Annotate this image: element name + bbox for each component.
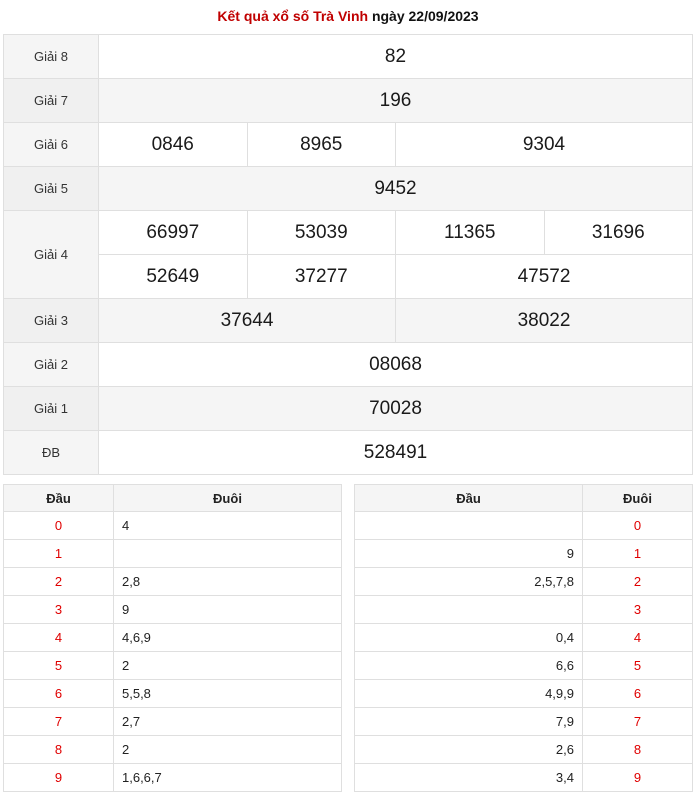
dau-value: 6 [4,680,114,708]
table-row [4,485,342,512]
page-title: Kết quả xổ số Trà Vinh [217,8,369,24]
prize-label-g3: Giải 3 [4,299,99,343]
table-row [4,736,342,764]
result-date: ngày 22/09/2023 [371,8,479,24]
duoi-value: 2 [583,568,693,596]
prize-value-g4-2: 53039 [247,211,396,255]
dau-value: 3 [4,596,114,624]
prize-value-g6-2: 8965 [247,123,396,167]
table-row [355,568,693,596]
dau-list-value: 4,9,9 [355,680,583,708]
table-row [355,708,693,736]
table-row [4,512,342,540]
duoi-value: 4 [114,512,342,540]
dau-list-value: 6,6 [355,652,583,680]
dau-list-value: 9 [355,540,583,568]
table-row [355,540,693,568]
prize-value-g6-1: 0846 [99,123,248,167]
table-row [4,568,342,596]
prize-value-g1-1: 70028 [99,387,693,431]
table-row [4,708,342,736]
dau-value: 8 [4,736,114,764]
prize-value-g7-1: 196 [99,79,693,123]
column-header-duoi-left: Đuôi [114,485,342,512]
table-row [4,299,693,343]
prize-value-g8-1: 82 [99,35,693,79]
table-row [355,764,693,792]
duoi-value: 1 [583,540,693,568]
dau-value: 0 [4,512,114,540]
table-row [4,79,693,123]
table-row [4,343,693,387]
duoi-value: 2,8 [114,568,342,596]
duoi-value: 6 [583,680,693,708]
prize-value-g3-1: 37644 [99,299,396,343]
table-row [355,624,693,652]
head-tail-table-left [3,484,342,792]
prize-label-g4: Giải 4 [4,211,99,299]
dau-list-value: 7,9 [355,708,583,736]
page-header [0,0,696,34]
duoi-value: 5,5,8 [114,680,342,708]
table-row [355,485,693,512]
table-row [4,167,693,211]
prize-value-g4-7: 47572 [396,255,693,299]
column-header-duoi-right: Đuôi [583,485,693,512]
table-row [4,35,693,79]
prize-label-g7: Giải 7 [4,79,99,123]
duoi-value: 4,6,9 [114,624,342,652]
dau-value: 4 [4,624,114,652]
head-tail-left-header [4,485,342,512]
table-row [4,596,342,624]
duoi-value: 1,6,6,7 [114,764,342,792]
duoi-value: 2 [114,652,342,680]
prize-value-g6-3: 9304 [396,123,693,167]
table-row [4,255,693,299]
head-tail-right-header [355,485,693,512]
duoi-value: 4 [583,624,693,652]
dau-list-value: 2,6 [355,736,583,764]
prize-label-g1: Giải 1 [4,387,99,431]
prize-results-body [4,35,693,475]
duoi-value: 8 [583,736,693,764]
duoi-value: 9 [114,596,342,624]
prize-value-g4-1: 66997 [99,211,248,255]
head-tail-table-right [354,484,693,792]
column-header-dau-right: Đầu [355,485,583,512]
prize-value-g4-4: 31696 [544,211,693,255]
table-row [4,431,693,475]
table-row [4,387,693,431]
prize-value-g5-1: 9452 [99,167,693,211]
table-row [4,123,693,167]
prize-label-g5: Giải 5 [4,167,99,211]
head-tail-left-body [4,512,342,792]
column-header-dau-left: Đầu [4,485,114,512]
prize-value-g3-2: 38022 [396,299,693,343]
head-tail-section [3,484,693,792]
table-row [4,211,693,255]
dau-list-value: 0,4 [355,624,583,652]
table-row [355,736,693,764]
dau-value: 5 [4,652,114,680]
dau-value: 7 [4,708,114,736]
duoi-value: 9 [583,764,693,792]
dau-value: 1 [4,540,114,568]
dau-list-value [355,596,583,624]
prize-label-db: ĐB [4,431,99,475]
table-row [4,540,342,568]
prize-label-g8: Giải 8 [4,35,99,79]
prize-value-g4-5: 52649 [99,255,248,299]
dau-value: 2 [4,568,114,596]
table-row [355,596,693,624]
dau-list-value: 2,5,7,8 [355,568,583,596]
table-row [4,680,342,708]
prize-value-g2-1: 08068 [99,343,693,387]
table-row [4,764,342,792]
prize-value-g4-6: 37277 [247,255,396,299]
duoi-value: 2 [114,736,342,764]
duoi-value [114,540,342,568]
dau-list-value: 3,4 [355,764,583,792]
table-row [355,680,693,708]
duoi-value: 7 [583,708,693,736]
duoi-value: 3 [583,596,693,624]
table-row [355,652,693,680]
table-row [355,512,693,540]
duoi-value: 5 [583,652,693,680]
dau-list-value [355,512,583,540]
duoi-value: 2,7 [114,708,342,736]
prize-label-g6: Giải 6 [4,123,99,167]
table-row [4,652,342,680]
table-row [4,624,342,652]
prize-value-db-1: 528491 [99,431,693,475]
prize-label-g2: Giải 2 [4,343,99,387]
head-tail-right-body [355,512,693,792]
prize-value-g4-3: 11365 [396,211,545,255]
duoi-value: 0 [583,512,693,540]
dau-value: 9 [4,764,114,792]
prize-results-table [3,34,693,475]
